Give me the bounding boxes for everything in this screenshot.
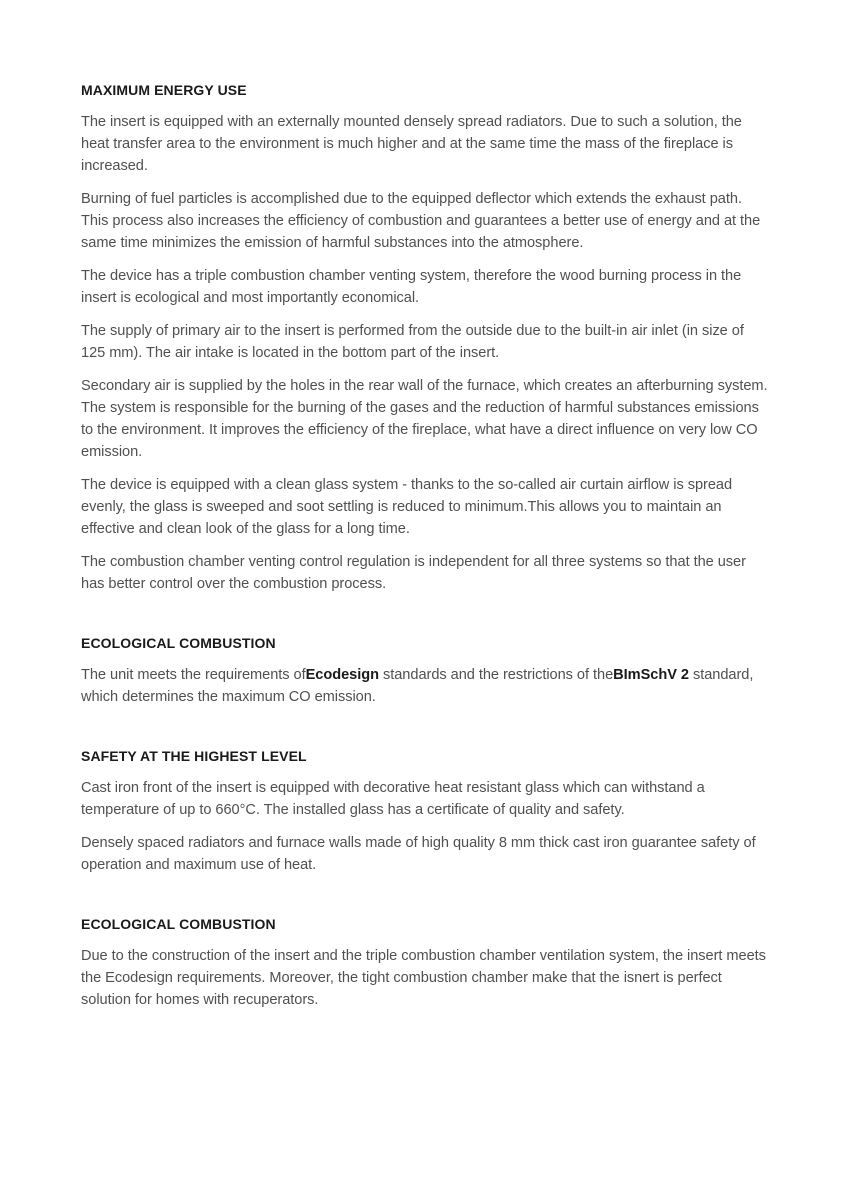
- text-run: standard, which determines the maximum CO emission.: [81, 667, 754, 705]
- bold-term-ecodesign: Ecodesign: [305, 667, 379, 683]
- text-run: standards and the restrictions of the: [378, 667, 614, 683]
- paragraph: The device is equipped with a clean glass system - thanks to the so-called air curtain airflow is spread evenly, the glass is sweeped and soot settling is reduced to minimum.This allows you to maintain an effective and clean look of the glass for a long time.: [81, 477, 733, 537]
- paragraph: The supply of primary air to the insert is performed from the outside due to the built-in air inlet (in size of 125 mm). The air intake is located in the bottom part of the insert.: [81, 323, 744, 361]
- paragraph: Densely spaced radiators and furnace walls made of high quality 8 mm thick cast iron guarantee safety of operation and maximum use of heat.: [81, 835, 756, 873]
- paragraph: The device has a triple combustion chamber venting system, therefore the wood burning process in the insert is ecological and most importantly economical.: [81, 268, 742, 306]
- section-heading: SAFETY AT THE HIGHEST LEVEL: [81, 748, 307, 764]
- section-ecological-combustion: [81, 633, 771, 708]
- paragraph: Secondary air is supplied by the holes in the rear wall of the furnace, which creates an afterburning system. The system is responsible for the burning of the gases and the reduction of harmful substances emissions to the environment. It improves the efficiency of the fireplace, what have a direct influence on very low CO emission.: [81, 378, 768, 460]
- paragraph: Due to the construction of the insert and the triple combustion chamber ventilation system, the insert meets the Ecodesign requirements. Moreover, the tight combustion chamber make that the isnert is perfect solution for homes with recuperators.: [81, 948, 766, 1008]
- paragraph: [81, 664, 771, 708]
- section-safety: [81, 746, 771, 876]
- section-maximum-energy-use: [81, 80, 771, 595]
- bold-term-bimschv: BImSchV 2: [613, 667, 689, 683]
- section-heading: ECOLOGICAL COMBUSTION: [81, 916, 276, 932]
- section-heading: ECOLOGICAL COMBUSTION: [81, 635, 276, 651]
- text-run: The unit meets the requirements of: [81, 667, 306, 683]
- paragraph: The insert is equipped with an externally mounted densely spread radiators. Due to such a solution, the heat transfer area to the environment is much higher and at the same time the mass of the fireplace is increased.: [81, 114, 742, 174]
- paragraph: Cast iron front of the insert is equipped with decorative heat resistant glass which can withstand a temperature of up to 660°C. The installed glass has a certificate of quality and safety.: [81, 780, 705, 818]
- document-page: [81, 80, 771, 1022]
- section-heading: MAXIMUM ENERGY USE: [81, 82, 247, 98]
- section-ecological-combustion-2: [81, 914, 771, 1011]
- paragraph: The combustion chamber venting control regulation is independent for all three systems so that the user has better control over the combustion process.: [81, 554, 746, 592]
- paragraph: Burning of fuel particles is accomplished due to the equipped deflector which extends the exhaust path. This process also increases the efficiency of combustion and guarantees a better use of energy and at the same time minimizes the emission of harmful substances into the atmosphere.: [81, 191, 761, 251]
